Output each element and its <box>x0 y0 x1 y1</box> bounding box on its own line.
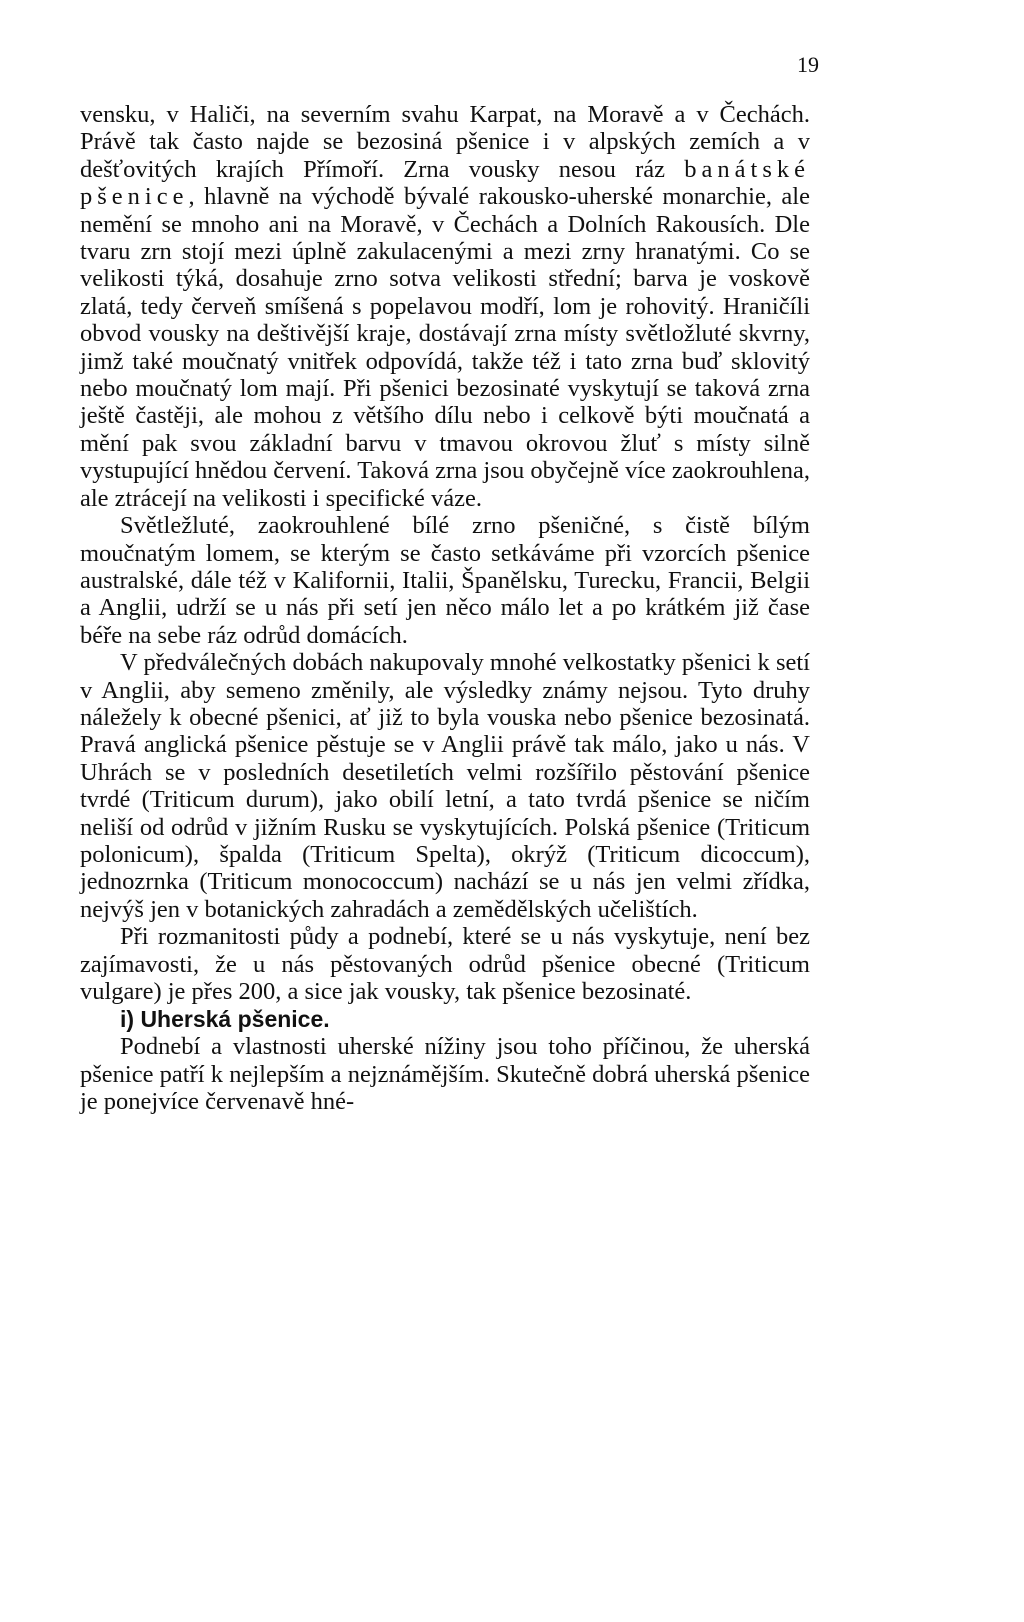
paragraph-5: Podnebí a vlastnosti uherské nížiny jsou toho příčinou, že uherská pšenice patří k nejlepším a nejznámějším. Skutečně dobrá uherská pšenice je ponejvíce červenavě hné- <box>80 1033 810 1116</box>
paragraph-2: Světležluté, zaokrouhlené bílé zrno pšeničné, s čistě bílým moučnatým lomem, se kterým se často setkáváme při vzorcích pšenice australské, dále též v Kalifornii, Italii, Španělsku, Turecku, Francii, Belgii a Anglii, udrží se u nás při setí jen něco málo let a po krátkém již čase béře na sebe ráz odrůd domácích. <box>80 512 810 649</box>
paragraph-1-text-a: vensku, v Haliči, na severním svahu Karpat, na Moravě a v Čechách. Právě tak často najde se bezosiná pšenice i v alpských zemích a v dešťovitých krajích Přímoří. Zrna vousky nesou ráz <box>80 101 810 183</box>
paragraph-1-text-b: , hlavně na východě bývalé rakousko-uherské monarchie, ale nemění se mnoho ani na Moravě, v Čechách a Dolních Rakousích. Dle tvaru zrn stojí mezi úplně zakulacenými a mezi zrny hranatými. Co se velikosti týká, dosahuje zrno sotva velikosti střední; barva je voskově zlatá, tedy červeň smíšená s popelavou modří, lom je rohovitý. Hraničíli obvod vousky na deštivější kraje, dostávají zrna místy světložluté skvrny, jimž také moučnatý vnitřek odpovídá, takže též i tato zrna buď sklovitý nebo moučnatý lom mají. Při pšenici bezosinaté vyskytují se taková zrna ještě častěji, ale mohou z většího dílu nebo i celkově býti moučnatá a mění pak svou základní barvu v tmavou okrovou žluť s místy silně vystupující hnědou červení. Taková zrna jsou obyčejně více zaokrouhlena, ale ztrácejí na velikosti i specifické váze. <box>80 183 810 512</box>
paragraph-4: Při rozmanitosti půdy a podnebí, které se u nás vyskytuje, není bez zajímavosti, že u nás pěstovaných odrůd pšenice obecné (Triticum vulgare) je přes 200, a sice jak vousky, tak pšenice bezosinaté. <box>80 923 810 1005</box>
emphasized-term: banátské pšenice <box>80 155 810 211</box>
body-text <box>80 101 810 1116</box>
paragraph-1 <box>80 101 810 512</box>
section-heading: i) Uherská pšenice. <box>120 1006 330 1033</box>
paragraph-3: V předválečných dobách nakupovaly mnohé velkostatky pšenici k setí v Anglii, aby semeno změnily, ale výsledky známy nejsou. Tyto druhy náležely k obecné pšenici, ať již to byla vouska nebo pšenice bezosinatá. Pravá anglická pšenice pěstuje se v Anglii právě tak málo, jako u nás. V Uhrách se v posledních desetiletích velmi rozšířilo pěstování pšenice tvrdé (Triticum durum), jako obilí letní, a tato tvrdá pšenice se ničím neliší od odrůd v jižním Rusku se vyskytujících. Polská pšenice (Triticum polonicum), špalda (Triticum Spelta), okrýž (Triticum dicoccum), jednozrnka (Triticum monococcum) nachází se u nás jen velmi zřídka, nejvýš jen v botanických zahradách a zemědělských učelištích. <box>80 649 810 923</box>
page-number: 19 <box>797 52 819 77</box>
